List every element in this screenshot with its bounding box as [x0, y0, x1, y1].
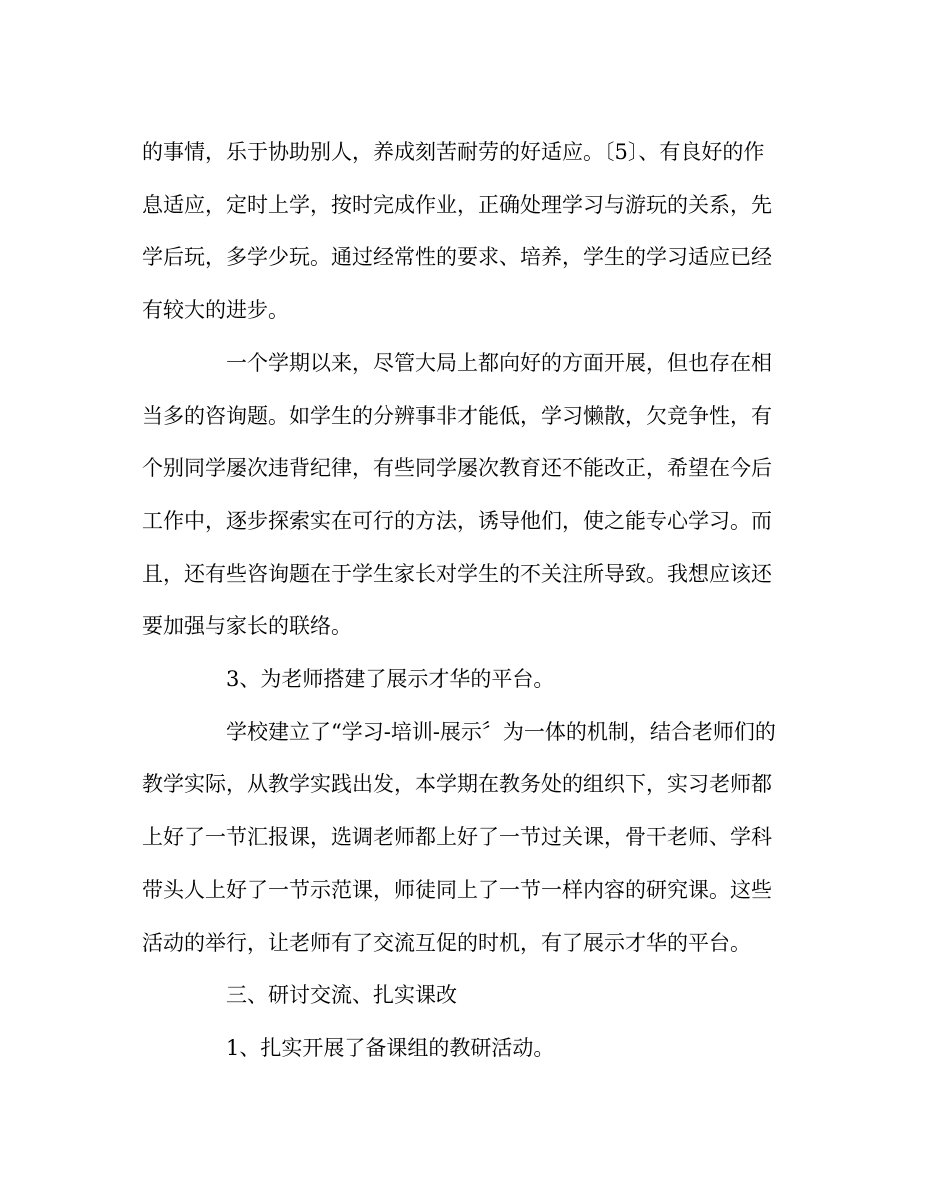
text-line: 个别同学屡次违背纪律，有些同学屡次教育还不能改正，希望在今后: [142, 456, 772, 481]
paragraph-p6: [142, 1022, 810, 1075]
paragraph-p4: [142, 706, 810, 970]
text-line: 的事情，乐于协助别人，养成刻苦耐劳的好适应。〔5〕、有良好的作: [142, 140, 765, 164]
text-line: 当多的咨询题。如学生的分辨事非才能低，学习懒散，欠竞争性，有: [142, 403, 772, 428]
paragraph-p2: [142, 337, 810, 653]
section-heading: 三、研讨交流、扎实课改: [226, 983, 457, 1008]
text-line: 教学实际，从教学实践出发，本学期在教务处的组织下，实习老师都: [142, 772, 772, 797]
text-line: 且，还有些咨询题在于学生家长对学生的不关注所导致。我想应该还: [142, 561, 772, 586]
text-line: 一个学期以来，尽管大局上都向好的方面开展，但也存在相: [226, 350, 772, 375]
paragraph-p1: [142, 126, 810, 337]
text-line: 息适应，定时上学，按时完成作业，正确处理学习与游玩的关系，先: [142, 192, 772, 217]
section-heading: 1、扎实开展了备课组的教研活动。: [226, 1035, 555, 1060]
paragraph-p5: [142, 969, 810, 1022]
text-line: 学后玩，多学少玩。通过经常性的要求、培养，学生的学习适应已经: [142, 245, 772, 270]
text-line: 活动的举行，让老师有了交流互促的时机，有了展示才华的平台。: [142, 930, 751, 955]
text-line: 工作中，逐步探索实在可行的方法，诱导他们，使之能专心学习。而: [142, 508, 772, 533]
text-line: 要加强与家长的联络。: [142, 614, 352, 639]
text-line: 有较大的进步。: [142, 298, 289, 323]
section-heading: 3、为老师搭建了展示才华的平台。: [226, 667, 555, 692]
document-body: [142, 126, 810, 1075]
paragraph-p3: [142, 653, 810, 706]
text-line: 学校建立了“学习-培训-展示〞为一体的机制，结合老师们的: [226, 719, 776, 744]
text-line: 上好了一节汇报课，选调老师都上好了一节过关课，骨干老师、学科: [142, 825, 772, 850]
text-line: 带头人上好了一节示范课，师徒同上了一节一样内容的研究课。这些: [142, 877, 772, 902]
